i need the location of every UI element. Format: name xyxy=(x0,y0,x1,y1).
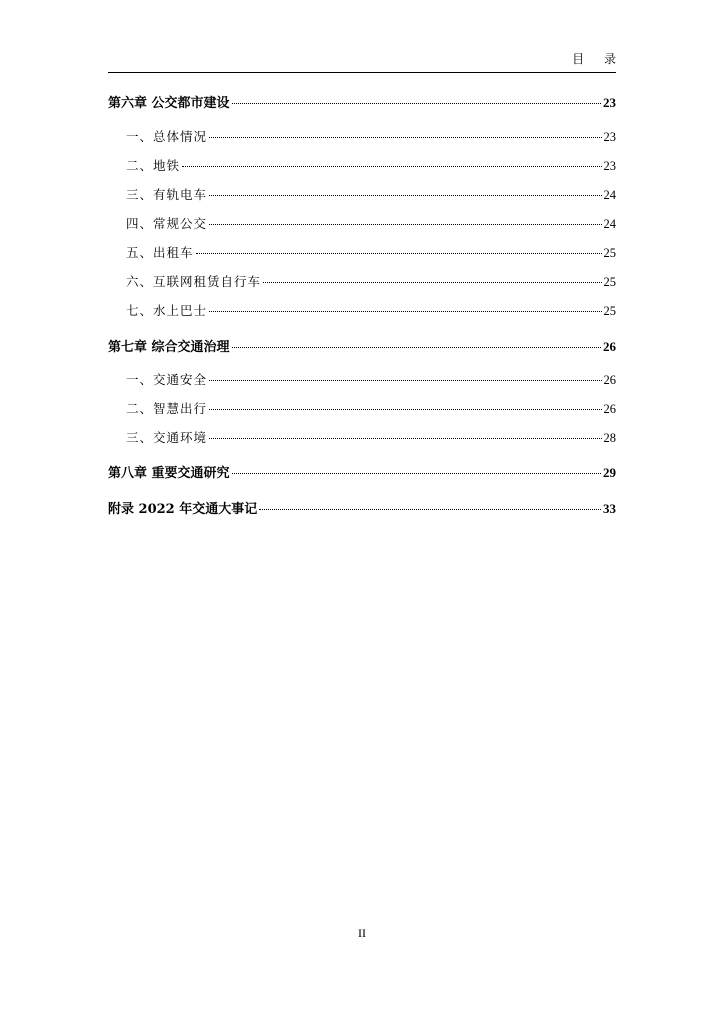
toc-entry-bike-sharing[interactable] xyxy=(108,273,616,291)
toc-entry-label: 三、有轨电车 xyxy=(126,187,208,202)
toc-entry-smart-mobility[interactable] xyxy=(108,400,616,418)
toc-entry-page: 33 xyxy=(603,501,616,516)
toc-entry-label: 二、智慧出行 xyxy=(126,401,208,416)
dot-leader xyxy=(209,195,601,196)
toc-entry-page: 25 xyxy=(603,246,616,260)
toc-entry-page: 23 xyxy=(603,130,616,144)
dot-leader xyxy=(232,347,601,348)
dot-leader xyxy=(196,253,602,254)
toc-entry-bus[interactable] xyxy=(108,215,616,233)
dot-leader xyxy=(232,103,601,104)
toc-entry-chapter-7[interactable] xyxy=(108,338,616,356)
toc-entry-page: 26 xyxy=(603,373,616,387)
toc-entry-chapter-8[interactable] xyxy=(108,464,616,482)
toc-entry-label: 六、互联网租赁自行车 xyxy=(126,274,262,289)
toc-entry-label: 一、总体情况 xyxy=(126,129,208,144)
toc-entry-page: 24 xyxy=(603,217,616,231)
page-number: II xyxy=(358,926,366,940)
dot-leader xyxy=(209,438,601,439)
dot-leader xyxy=(259,509,601,510)
toc-entry-page: 26 xyxy=(603,339,616,354)
toc-entry-taxi[interactable] xyxy=(108,244,616,262)
toc-entry-tram[interactable] xyxy=(108,186,616,204)
dot-leader xyxy=(209,409,601,410)
toc-entry-page: 23 xyxy=(603,159,616,173)
toc-entry-page: 23 xyxy=(603,95,616,110)
running-header-title: 目 录 xyxy=(572,52,624,66)
toc-entry-metro[interactable] xyxy=(108,157,616,175)
toc-entry-label: 第六章 公交都市建设 xyxy=(108,96,230,111)
toc-entry-label: 附录 2022 年交通大事记 xyxy=(108,502,258,517)
toc-entry-page: 25 xyxy=(603,275,616,289)
toc-entry-water-bus[interactable] xyxy=(108,302,616,320)
toc-entry-label: 第八章 重要交通研究 xyxy=(108,466,230,481)
toc-entry-page: 28 xyxy=(603,431,616,445)
toc-entry-page: 24 xyxy=(603,188,616,202)
header-divider xyxy=(108,72,616,73)
toc-entry-label: 第七章 综合交通治理 xyxy=(108,340,230,355)
toc-entry-label: 二、地铁 xyxy=(126,158,181,173)
toc-entry-overview[interactable] xyxy=(108,128,616,146)
toc-entry-label: 三、交通环境 xyxy=(126,430,208,445)
dot-leader xyxy=(209,311,601,312)
dot-leader xyxy=(182,166,601,167)
dot-leader xyxy=(209,380,601,381)
toc-entry-chapter-6[interactable] xyxy=(108,94,616,112)
dot-leader xyxy=(209,137,601,138)
toc-entry-page: 29 xyxy=(603,465,616,480)
toc-entry-label: 五、出租车 xyxy=(126,245,194,260)
toc-entry-label: 七、水上巴士 xyxy=(126,303,208,318)
toc-entry-traffic-safety[interactable] xyxy=(108,371,616,389)
dot-leader xyxy=(232,473,601,474)
toc-entry-label: 四、常规公交 xyxy=(126,216,208,231)
toc-entry-label: 一、交通安全 xyxy=(126,372,208,387)
toc-entry-page: 26 xyxy=(603,402,616,416)
toc-entry-appendix[interactable] xyxy=(108,500,616,518)
toc-entry-page: 25 xyxy=(603,304,616,318)
toc-entry-traffic-environment[interactable] xyxy=(108,429,616,447)
dot-leader xyxy=(263,282,601,283)
dot-leader xyxy=(209,224,601,225)
